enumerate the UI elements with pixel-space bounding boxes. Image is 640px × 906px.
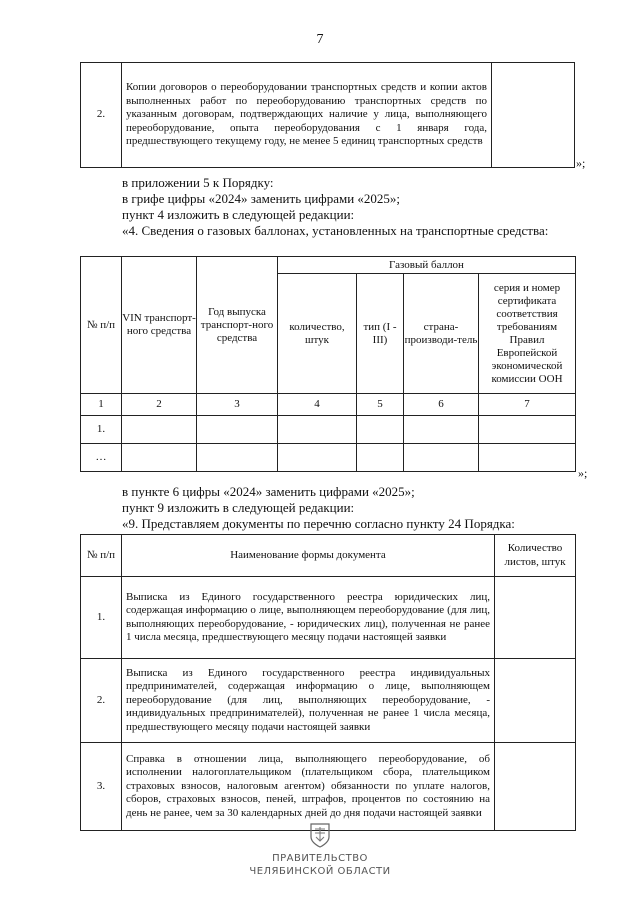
row-number: 2. — [81, 63, 122, 168]
table-row — [81, 743, 576, 831]
row-number: 1. — [81, 577, 122, 659]
header-year: Год выпуска транспорт-ного средства — [197, 257, 278, 394]
index-cell: 3 — [197, 394, 278, 416]
header-type: тип (I - III) — [357, 274, 404, 394]
paragraph-item4: пункт 4 изложить в следующей редакции: — [122, 207, 355, 222]
row-number: 1. — [81, 416, 122, 444]
paragraph-gas-cylinders: «4. Сведения о газовых баллонах, установленных на транспортные средства: — [122, 223, 549, 238]
row-number: 3. — [81, 743, 122, 831]
organization-name — [0, 852, 640, 878]
header-qty: количество, штук — [278, 274, 357, 394]
table-row — [81, 416, 576, 444]
page-number: 7 — [316, 32, 324, 47]
row-number: 2. — [81, 659, 122, 743]
header-vin: VIN транспорт-ного средства — [122, 257, 197, 394]
coat-of-arms-icon — [309, 822, 331, 848]
index-cell: 6 — [404, 394, 479, 416]
table-header — [81, 535, 576, 577]
row-text: Справка в отношении лица, выполняющего переоборудование, об исполнении налогоплательщиком (плательщиком сбора, плательщиком страховых взносов, налоговым агентом) обязанности по уплате налогов, сборов, страховых взносов, пеней, штрафов, процентов по состоянию на день не ранее, чем за 30 календарных дней до дня подачи настоящей заявки — [122, 743, 495, 831]
index-cell: 5 — [357, 394, 404, 416]
index-cell: 1 — [81, 394, 122, 416]
header-name: Наименование формы документа — [122, 535, 495, 577]
documents-table-continued — [80, 62, 575, 168]
header-country: страна-производи-тель — [404, 274, 479, 394]
documents-table — [80, 534, 576, 831]
row-value — [492, 63, 575, 168]
table-row — [81, 577, 576, 659]
header-gas-cylinder: Газовый баллон — [278, 257, 576, 274]
paragraph-appendix: в приложении 5 к Порядку: — [122, 175, 274, 190]
header-num: № п/п — [81, 257, 122, 394]
paragraph-item6: в пункте 6 цифры «2024» заменить цифрами «2025»; — [122, 484, 415, 499]
row-number: … — [81, 444, 122, 472]
organization-line-1: ПРАВИТЕЛЬСТВО — [272, 853, 368, 864]
index-cell: 2 — [122, 394, 197, 416]
row-count — [495, 743, 576, 831]
closing-quote: »; — [578, 466, 588, 480]
row-count — [495, 659, 576, 743]
header-num: № п/п — [81, 535, 122, 577]
row-text: Выписка из Единого государственного реестра индивидуальных предпринимателей, содержащая информацию о лице, выполняющем переоборудование (для лиц, выполняющих переоборудование, - индивидуальных предпринимателей), полученная не ранее 1 числа месяца, предшествующего месяцу подачи настоящей заявки — [122, 659, 495, 743]
paragraph-item9: пункт 9 изложить в следующей редакции: — [122, 500, 355, 515]
index-cell: 4 — [278, 394, 357, 416]
closing-quote: »; — [576, 156, 586, 170]
header-certificate: серия и номер сертификата соответствия требованиям Правил Европейской экономической комиссии ООН — [479, 274, 576, 394]
table-row — [81, 444, 576, 472]
row-text: Выписка из Единого государственного реестра юридических лиц, содержащая информацию о лице, выполняющем переоборудование (для лиц, выполняющих переоборудование, - юридических лиц), полученная не ранее 1 числа месяца, предшествующего месяцу подачи настоящей заявки — [122, 577, 495, 659]
table-row — [81, 659, 576, 743]
index-row — [81, 394, 576, 416]
gas-cylinders-table — [80, 256, 576, 472]
paragraph-documents: «9. Представляем документы по перечню согласно пункту 24 Порядка: — [122, 516, 515, 531]
row-text: Копии договоров о переоборудовании транспортных средств и копии актов выполненных работ по переоборудованию транспортных средств по указанным договорам, подтверждающих наличие у лица, выполняющего переоборудование, опыта переоборудования с 1 января года, предшествующего текущему году, не менее 5 единиц транспортных средств — [122, 63, 492, 168]
index-cell: 7 — [479, 394, 576, 416]
paragraph-stamp: в грифе цифры «2024» заменить цифрами «2025»; — [122, 191, 401, 206]
table-row — [81, 63, 575, 168]
row-count — [495, 577, 576, 659]
organization-line-2: ЧЕЛЯБИНСКОЙ ОБЛАСТИ — [249, 866, 391, 877]
header-count: Количество листов, штук — [495, 535, 576, 577]
